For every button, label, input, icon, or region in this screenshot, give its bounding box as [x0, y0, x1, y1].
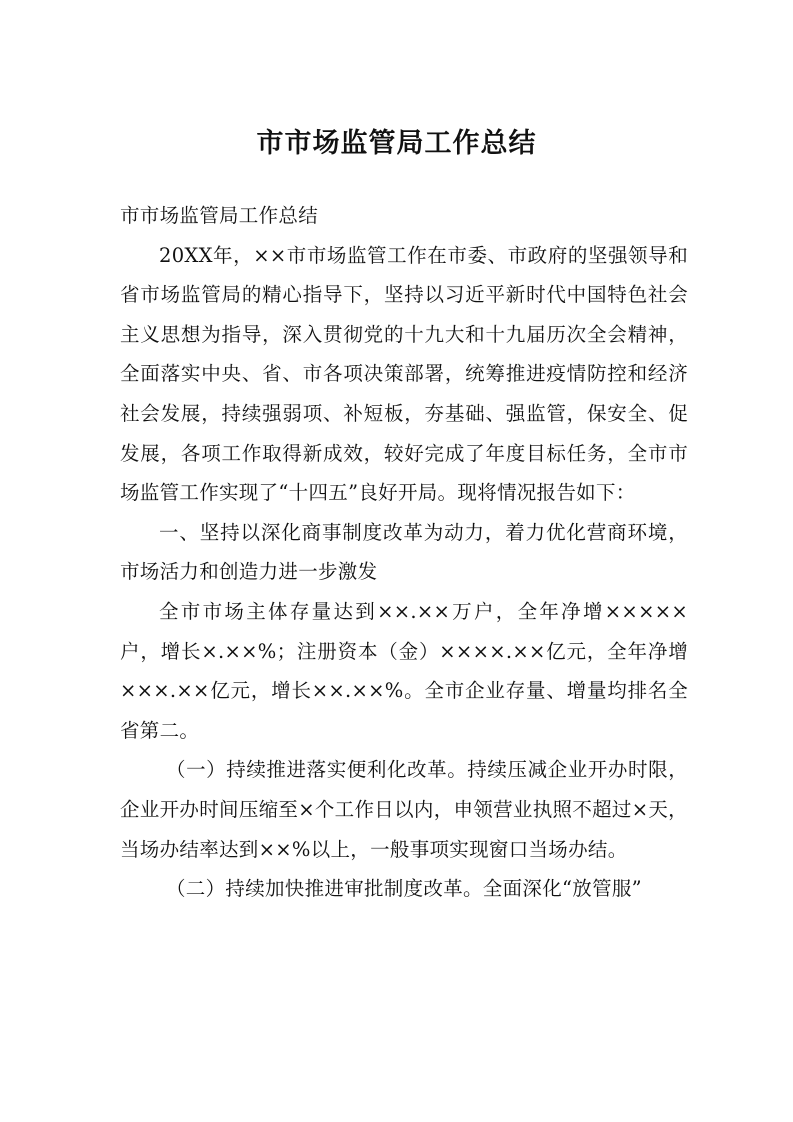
intro-paragraph: 20XX年，××市市场监管工作在市委、市政府的坚强领导和省市场监管局的精心指导下，坚持以习近平新时代中国特色社会主义思想为指导，深入贯彻党的十九大和十九届历次全会精神，全面落实中央、省、市各项决策部署，统筹推进疫情防控和经济社会发展，持续强弱项、补短板，夯基础、强监管，保安全、促发展，各项工作取得新成效，较好完成了年度目标任务，全市市场监管工作实现了“十四五”良好开局。现将情况报告如下：: [120, 243, 688, 505]
document-body: [120, 196, 688, 909]
subsection-paragraph-1: （一）持续推进落实便利化改革。持续压减企业开办时限，企业开办时间压缩至×个工作日以内，申领营业执照不超过×天，当场办结率达到××%以上，一般事项实现窗口当场办结。: [120, 758, 688, 861]
document-title: 市市场监管局工作总结: [256, 128, 537, 159]
subsection-paragraph-2: （二）持续加快推进审批制度改革。全面深化“放管服”: [166, 877, 642, 901]
statistics-paragraph: 全市市场主体存量达到××.××万户，全年净增×××××户，增长×.××%；注册资本（金）××××.××亿元，全年净增×××.××亿元，增长××.××%。全市企业存量、增量均排名全省第二。: [120, 599, 688, 742]
subtitle-paragraph: 市市场监管局工作总结: [120, 204, 319, 227]
section-heading-1: 一、坚持以深化商事制度改革为动力，着力优化营商环境，市场活力和创造力进一步激发: [120, 520, 688, 584]
